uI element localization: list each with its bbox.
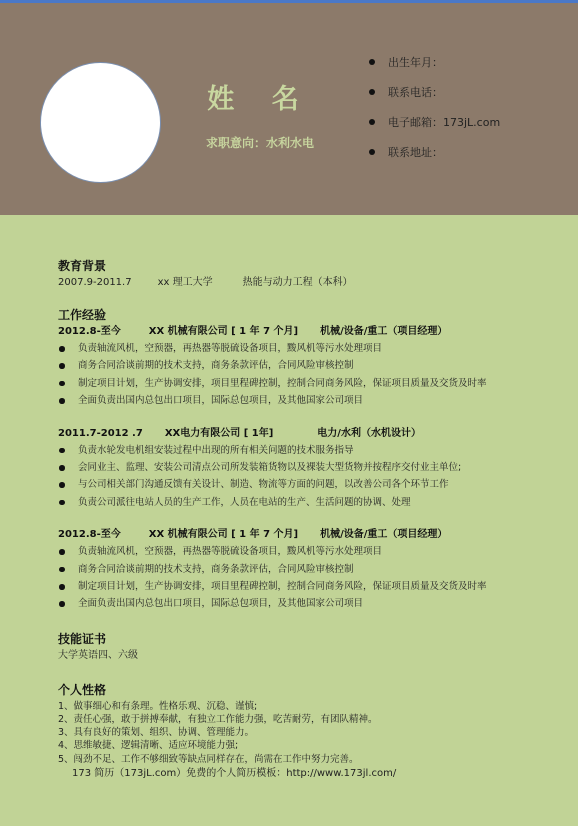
education-row xyxy=(58,274,558,291)
duty-item: 负责水轮发电机组安装过程中出现的所有相关问题的技术服务指导 xyxy=(58,442,558,459)
contact-email: 电子邮箱：173jL.com xyxy=(367,115,500,145)
education-school: xx 理工大学 xyxy=(157,277,213,288)
job-entry xyxy=(58,527,558,613)
duty-item: 负责公司派往电站人员的生产工作，人员在电站的生产、生活问题的协调、处理 xyxy=(58,494,558,511)
contact-birth: 出生年月： xyxy=(367,55,500,85)
contact-list xyxy=(367,55,500,175)
personality-list xyxy=(58,700,558,766)
job-duties xyxy=(58,340,558,410)
job-duties xyxy=(58,442,558,512)
job-position: 机械/设备/重工（项目经理） xyxy=(320,529,448,541)
job-company: XX 机械有限公司 [ 1 年 7 个月] xyxy=(148,326,299,337)
education-title: 教育背景 xyxy=(58,259,107,273)
duty-item: 负责轴流风机，空预器，再热器等脱硫设备项目，黢风机等污水处理项目 xyxy=(58,543,558,560)
duty-item: 制定项目计划，生产协调安排，项目里程碑控制，控制合同商务风险，保证项目质量及交货及时率 xyxy=(58,375,558,392)
resume-body xyxy=(58,258,558,781)
duty-item: 全面负责出国内总包出口项目，国际总包项目，及其他国家公司项目 xyxy=(58,595,558,612)
resume-name: 姓 名 xyxy=(207,84,313,115)
job-duties xyxy=(58,543,558,613)
job-period: 2012.8-至今 xyxy=(58,326,121,337)
personality-item: 1、做事细心和有条理。性格乐观、沉稳、谨慎; xyxy=(58,700,258,712)
contact-phone: 联系电话： xyxy=(367,85,500,115)
duty-item: 制定项目计划，生产协调安排，项目里程碑控制，控制合同商务风险，保证项目质量及交货及时率 xyxy=(58,578,558,595)
personality-section xyxy=(58,682,558,781)
duty-item: 会同业主、监理、安装公司清点公司所发装箱货物以及裸装大型货物并按程序交付业主单位; xyxy=(58,459,558,476)
job-company: XX电力有限公司 [ 1年] xyxy=(164,427,274,439)
duty-item: 全面负责出国内总包出口项目，国际总包项目，及其他国家公司项目 xyxy=(58,392,558,409)
personality-item: 2、责任心强，敢于拼搏奉献，有独立工作能力强，吃苦耐劳，有团队精神。 xyxy=(58,714,378,726)
education-period: 2007.9-2011.7 xyxy=(58,277,132,288)
education-major: 热能与动力工程（本科） xyxy=(242,277,353,288)
job-position: 电力/水利（水机设计） xyxy=(317,427,421,439)
personality-title: 个人性格 xyxy=(58,682,107,697)
job-intent: 求职意向：水利水电 xyxy=(205,136,314,150)
profile-photo-placeholder[interactable] xyxy=(40,62,161,183)
personality-item: 3、具有良好的策划、组织、协调、管理能力。 xyxy=(58,727,255,739)
job-company: XX 机械有限公司 [ 1 年 7 个月] xyxy=(148,529,299,541)
skills-section xyxy=(58,631,558,664)
job-header xyxy=(58,324,558,340)
job-period: 2012.8-至今 xyxy=(58,529,121,541)
job-header xyxy=(58,426,558,442)
personality-item: 5、闯劲不足、工作不够细致等缺点同样存在，尚需在工作中努力完善。 xyxy=(58,753,359,765)
education-section xyxy=(58,258,558,291)
duty-item: 与公司相关部门沟通反馈有关设计、制造、物流等方面的问题，以改善公司各个环节工作 xyxy=(58,476,558,493)
duty-item: 负责轴流风机，空预器，再热器等脱硫设备项目，黢风机等污水处理项目 xyxy=(58,340,558,357)
resume-header xyxy=(0,3,578,215)
contact-address: 联系地址： xyxy=(367,145,500,175)
personality-item: 4、思维敏捷、逻辑清晰、适应环境能力强; xyxy=(58,740,239,752)
skills-title: 技能证书 xyxy=(58,631,107,646)
skills-text: 大学英语四、六级 xyxy=(58,649,138,661)
job-entry xyxy=(58,324,558,410)
duty-item: 商务合同洽谈前期的技术支持，商务条款评估，合同风险审核控制 xyxy=(58,561,558,578)
work-section xyxy=(58,307,558,613)
job-period: 2011.7-2012 .7 xyxy=(58,427,143,439)
job-position: 机械/设备/重工（项目经理） xyxy=(320,326,448,337)
job-header xyxy=(58,527,558,543)
job-entry xyxy=(58,426,558,512)
footer-link[interactable]: 173 简历（173jL.com）免费的个人简历模板：http://www.173jl.com/ xyxy=(72,767,397,779)
duty-item: 商务合同洽谈前期的技术支持，商务条款评估，合同风险审核控制 xyxy=(58,357,558,374)
work-title: 工作经验 xyxy=(58,308,107,322)
